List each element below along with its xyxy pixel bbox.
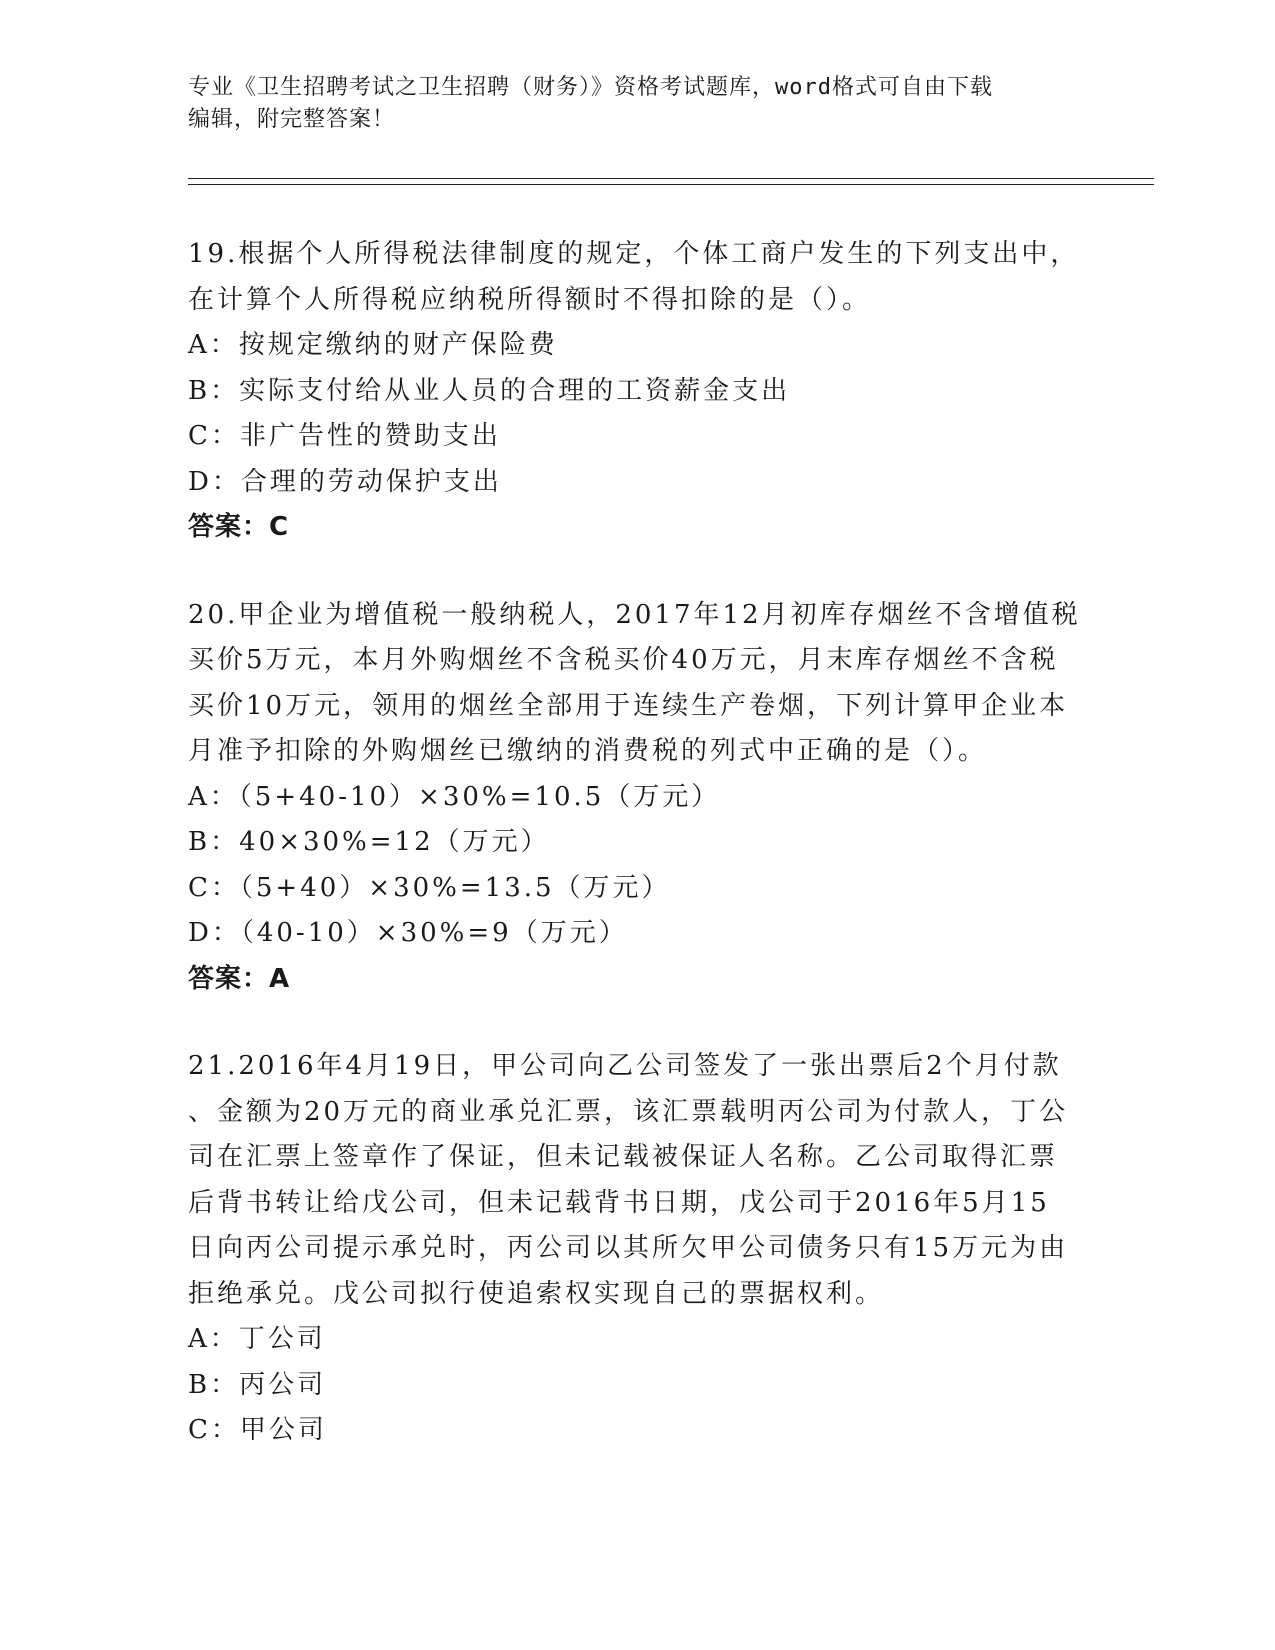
option-a: A：（5+40-10）×30%=10.5（万元） [188,781,721,812]
option-c: C：（5+40）×30%=13.5（万元） [188,872,671,903]
question-text-line: 后背书转让给戊公司，但未记载背书日期，戊公司于2016年5月15 [188,1187,1050,1218]
question-text-line: 、金额为20万元的商业承兑汇票，该汇票载明丙公司为付款人，丁公 [188,1096,1069,1127]
question-19 [188,232,1088,551]
option-b: B：丙公司 [188,1369,327,1400]
question-text-line: 拒绝承兑。戊公司拟行使追索权实现自己的票据权利。 [188,1278,885,1309]
option-a: A：按规定缴纳的财产保险费 [188,330,558,360]
question-text-line: 日向丙公司提示承兑时，丙公司以其所欠甲公司债务只有15万元为由 [188,1233,1069,1263]
document-header [188,72,1088,136]
question-text-line: 买价5万元，本月外购烟丝不含税买价40万元，月末库存烟丝不含税 [188,645,1059,675]
answer-label: 答案：C [188,512,290,542]
question-text-line: 在计算个人所得税应纳税所得额时不得扣除的是（）。 [188,284,872,315]
question-21 [188,1044,1088,1454]
question-text-line: 买价10万元，领用的烟丝全部用于连续生产卷烟，下列计算甲企业本 [188,690,1069,721]
answer-label: 答案：A [188,963,291,994]
question-text-line: 21.2016年4月19日，甲公司向乙公司签发了一张出票后2个月付款 [188,1051,1062,1081]
option-c: C：甲公司 [188,1415,327,1445]
question-text-line: 月准予扣除的外购烟丝已缴纳的消费税的列式中正确的是（）。 [188,736,988,766]
header-divider-top [188,178,1154,179]
option-d: D：（40-10）×30%=9（万元） [188,918,628,948]
header-line: 编辑，附完整答案！ [188,107,396,132]
header-line: 专业《卫生招聘考试之卫生招聘（财务）》资格考试题库，word格式可自由下载 [188,75,993,100]
option-b: B：实际支付给从业人员的合理的工资薪金支出 [188,375,791,406]
question-text-line: 19.根据个人所得税法律制度的规定，个体工商户发生的下列支出中， [188,239,1080,269]
question-20 [188,593,1088,1003]
question-text-line: 20.甲企业为增值税一般纳税人，2017年12月初库存烟丝不含增值税 [188,599,1081,630]
option-d: D：合理的劳动保护支出 [188,466,502,497]
header-divider-bottom [188,184,1154,185]
option-b: B：40×30%=12（万元） [188,827,550,857]
question-list [188,232,1088,1496]
question-text-line: 司在汇票上签章作了保证，但未记载被保证人名称。乙公司取得汇票 [188,1142,1059,1172]
option-a: A：丁公司 [188,1324,326,1354]
option-c: C：非广告性的赞助支出 [188,421,501,451]
